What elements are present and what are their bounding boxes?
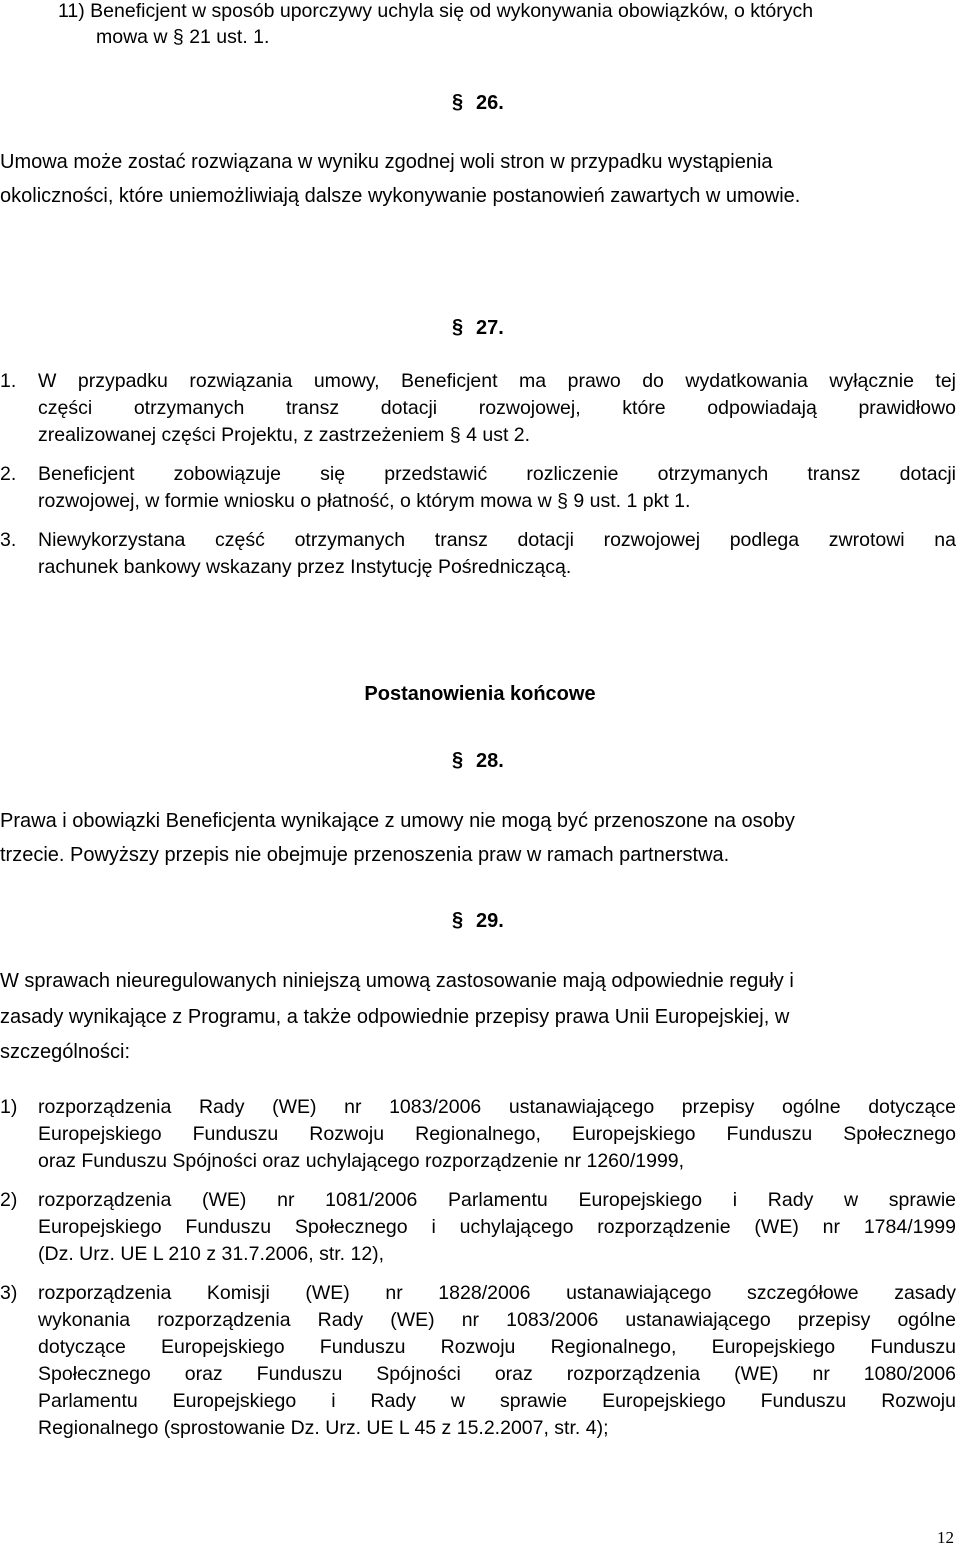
- svg-text:§: §: [452, 316, 464, 338]
- section-26-number: § 26.: [452, 88, 504, 115]
- section-28-line-2: trzecie. Powyższy przepis nie obejmuje przenoszenia praw w ramach partnerstwa.: [0, 844, 730, 866]
- intro-line-1: 11) Beneficjent w sposób uporczywy uchyla się od wykonywania obowiązków, o których: [58, 0, 814, 22]
- list-item-3-line-3: dotyczące Europejskiego Funduszu Rozwoju Regionalnego, Europejskiego Funduszu: [38, 1336, 956, 1358]
- list-item-2-line-3: (Dz. Urz. UE L 210 z 31.7.2006, str. 12),: [38, 1243, 385, 1265]
- list-item-3-number: 3): [0, 1282, 18, 1304]
- list-item-1-line-3: oraz Funduszu Spójności oraz uchylającego rozporządzenie nr 1260/1999,: [38, 1150, 685, 1172]
- section-29-line-3: szczególności:: [0, 1041, 131, 1063]
- section-sign-icon: [452, 906, 466, 932]
- list-item-3-line-4: Społecznego oraz Funduszu Spójności oraz rozporządzenia (WE) nr 1080/2006: [38, 1363, 956, 1385]
- section-28-number: § 28.: [452, 746, 504, 773]
- section-sign-icon: [452, 313, 466, 339]
- list-item-1-line-2: Europejskiego Funduszu Rozwoju Regionalnego, Europejskiego Funduszu Społecznego: [38, 1123, 956, 1145]
- list-item-2-line-2: Europejskiego Funduszu Społecznego i uchylającego rozporządzenie (WE) nr 1784/1999: [38, 1216, 956, 1238]
- section-26-line-1: Umowa może zostać rozwiązana w wyniku zgodnej woli stron w przypadku wystąpienia: [0, 151, 773, 173]
- section-28-line-1: Prawa i obowiązki Beneficjenta wynikające z umowy nie mogą być przenoszone na osoby: [0, 810, 795, 832]
- svg-text:§: §: [452, 749, 464, 771]
- list-item-3-line-2: wykonania rozporządzenia Rady (WE) nr 1083/2006 ustanawiającego przepisy ogólne: [38, 1309, 956, 1331]
- section-sign-icon: [452, 746, 466, 772]
- section-sign-icon: [452, 88, 466, 114]
- paragraph-2-number: 2.: [0, 463, 17, 485]
- section-heading: Postanowienia końcowe: [364, 683, 596, 705]
- paragraph-1-line-1: W przypadku rozwiązania umowy, Beneficjent ma prawo do wydatkowania wyłącznie tej: [38, 370, 956, 392]
- list-item-3-line-6: Regionalnego (sprostowanie Dz. Urz. UE L 45 z 15.2.2007, str. 4);: [38, 1417, 609, 1439]
- section-26-line-2: okoliczności, które uniemożliwiają dalsze wykonywanie postanowień zawartych w umowie.: [0, 185, 801, 207]
- section-29-line-1: W sprawach nieuregulowanych niniejszą umową zastosowanie mają odpowiednie reguły i: [0, 970, 794, 992]
- svg-text:§: §: [452, 91, 464, 113]
- paragraph-2-line-1: Beneficjent zobowiązuje się przedstawić rozliczenie otrzymanych transz dotacji: [38, 463, 956, 485]
- paragraph-1-number: 1.: [0, 370, 17, 392]
- list-item-1-line-1: rozporządzenia Rady (WE) nr 1083/2006 ustanawiającego przepisy ogólne dotyczące: [38, 1096, 956, 1118]
- list-item-3-line-5: Parlamentu Europejskiego i Rady w sprawie Europejskiego Funduszu Rozwoju: [38, 1390, 956, 1412]
- paragraph-1-line-3: zrealizowanej części Projektu, z zastrzeżeniem § 4 ust 2.: [38, 424, 531, 446]
- list-item-1-number: 1): [0, 1096, 18, 1118]
- intro-line-2: mowa w § 21 ust. 1.: [96, 26, 270, 48]
- section-29-line-2: zasady wynikające z Programu, a także odpowiednie przepisy prawa Unii Europejskiej, w: [0, 1006, 790, 1028]
- page-number: 12: [937, 1528, 954, 1547]
- paragraph-2-line-2: rozwojowej, w formie wniosku o płatność, o którym mowa w § 9 ust. 1 pkt 1.: [38, 490, 691, 512]
- paragraph-1-line-2: części otrzymanych transz dotacji rozwojowej, które odpowiadają prawidłowo: [38, 397, 956, 419]
- list-item-3-line-1: rozporządzenia Komisji (WE) nr 1828/2006 ustanawiającego szczegółowe zasady: [38, 1282, 956, 1304]
- paragraph-3-line-2: rachunek bankowy wskazany przez Instytucję Pośredniczącą.: [38, 556, 572, 578]
- section-27-number: § 27.: [452, 313, 504, 340]
- svg-text:§: §: [452, 909, 464, 931]
- list-item-2-number: 2): [0, 1189, 18, 1211]
- section-29-number: § 29.: [452, 906, 504, 933]
- paragraph-3-line-1: Niewykorzystana część otrzymanych transz dotacji rozwojowej podlega zwrotowi na: [38, 529, 956, 551]
- list-item-2-line-1: rozporządzenia (WE) nr 1081/2006 Parlamentu Europejskiego i Rady w sprawie: [38, 1189, 956, 1211]
- paragraph-3-number: 3.: [0, 529, 17, 551]
